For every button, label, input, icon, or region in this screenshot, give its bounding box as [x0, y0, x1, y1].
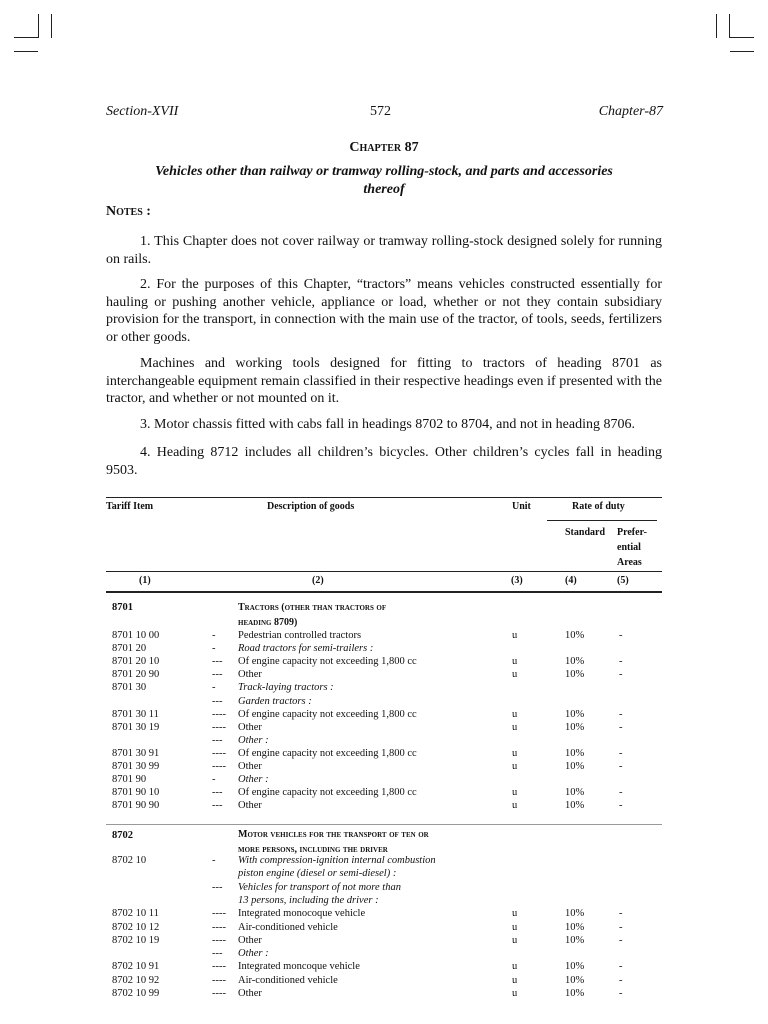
heading-description: Motor vehicles for the transport of ten or	[238, 829, 429, 840]
row-preferential-rate: -	[619, 761, 623, 772]
row-standard-rate: 10%	[565, 961, 585, 973]
col-number: (1)	[139, 575, 151, 586]
row-description: Air-conditioned vehicle	[238, 974, 338, 986]
row-tariff-code: 8701 20	[112, 643, 147, 655]
row-tariff-code: 8701 90 10	[112, 787, 160, 799]
row-description: Other :	[238, 734, 269, 746]
col-header-tariff: Tariff Item	[106, 501, 154, 512]
row-standard-rate: 10%	[565, 934, 585, 946]
row-tariff-code: 8701 10 00	[112, 630, 160, 641]
row-unit: u	[512, 974, 518, 986]
note-paragraph: 4. Heading 8712 includes all children’s bicycles. Other children’s cycles fall in heading 9503.	[106, 445, 662, 478]
row-description: Vehicles for transport of not more than	[238, 881, 401, 893]
row-standard-rate: 10%	[565, 800, 585, 812]
row-tariff-code: 8701 30 19	[112, 721, 160, 733]
table-top-rule	[106, 497, 662, 498]
row-tariff-code: 8702 10 92	[112, 974, 160, 986]
row-dash-level: ---	[212, 656, 223, 668]
row-preferential-rate: -	[619, 630, 623, 641]
row-preferential-rate: -	[619, 787, 623, 799]
row-dash-level: ----	[212, 921, 226, 933]
row-preferential-rate: -	[619, 988, 623, 999]
row-tariff-code: 8702 10 11	[112, 908, 159, 920]
section-label: Section-XVII	[106, 104, 179, 119]
row-preferential-rate: -	[619, 669, 623, 681]
row-standard-rate: 10%	[565, 988, 585, 999]
row-dash-level: ----	[212, 747, 226, 759]
row-description: Of engine capacity not exceeding 1,800 cc	[238, 656, 417, 668]
crop-mark	[716, 14, 717, 38]
row-standard-rate: 10%	[565, 656, 585, 668]
row-description: Integrated monocoque vehicle	[238, 908, 366, 920]
col-header-rate: Rate of duty	[572, 501, 625, 512]
row-preferential-rate: -	[619, 961, 623, 973]
col-number: (2)	[312, 575, 324, 586]
row-unit: u	[512, 787, 518, 799]
row-preferential-rate: -	[619, 721, 623, 733]
row-dash-level: ----	[212, 934, 226, 946]
row-description: Other	[238, 934, 262, 946]
row-dash-level: ----	[212, 961, 226, 973]
row-description: With compression-ignition internal combustion	[238, 855, 436, 866]
row-dash-level: ---	[212, 695, 223, 707]
row-preferential-rate: -	[619, 747, 623, 759]
row-description: Integrated moncoque vehicle	[238, 961, 360, 973]
heading-description: heading 8709)	[238, 617, 298, 628]
row-dash-level: -	[212, 855, 216, 866]
row-standard-rate: 10%	[565, 721, 585, 733]
row-description: Garden tractors :	[238, 695, 312, 707]
row-description: 13 persons, including the driver :	[238, 894, 379, 906]
row-standard-rate: 10%	[565, 708, 585, 720]
col-number-rule	[106, 571, 662, 572]
row-standard-rate: 10%	[565, 908, 585, 920]
row-tariff-code: 8702 10 99	[112, 988, 160, 999]
row-dash-level: ---	[212, 881, 223, 893]
crop-mark	[14, 37, 38, 38]
row-dash-level: ---	[212, 787, 223, 799]
row-unit: u	[512, 934, 518, 946]
row-unit: u	[512, 800, 518, 812]
row-tariff-code: 8702 10 19	[112, 934, 160, 946]
row-standard-rate: 10%	[565, 747, 585, 759]
col-number: (4)	[565, 575, 577, 586]
row-tariff-code: 8701 30 99	[112, 761, 160, 772]
row-preferential-rate: -	[619, 656, 623, 668]
row-preferential-rate: -	[619, 974, 623, 986]
row-tariff-code: 8702 10 12	[112, 921, 160, 933]
notes-heading: Notes :	[106, 204, 151, 219]
row-standard-rate: 10%	[565, 921, 585, 933]
row-tariff-code: 8701 20 10	[112, 656, 160, 668]
row-unit: u	[512, 921, 518, 933]
row-unit: u	[512, 630, 518, 641]
row-description: Other	[238, 800, 262, 812]
heading-code: 8702	[112, 830, 133, 841]
row-dash-level: -	[212, 682, 216, 694]
row-tariff-code: 8701 90	[112, 774, 147, 786]
col-header-unit: Unit	[512, 501, 531, 512]
row-description: Air-conditioned vehicle	[238, 921, 338, 933]
row-description: Other	[238, 669, 262, 681]
row-unit: u	[512, 669, 518, 681]
crop-mark	[14, 51, 38, 52]
row-tariff-code: 8701 30	[112, 682, 147, 694]
note-paragraph: 2. For the purposes of this Chapter, “tractors” means vehicles constructed essentially for hauling or pushing another vehicle, appliance or load, whether or not they contain subsidiary provision for the transport, in connection with the main use of the tractor, of tools, seeds, fertilizers or other goods.	[106, 277, 662, 345]
row-description: Other	[238, 988, 262, 999]
crop-mark	[730, 51, 754, 52]
row-description: Road tractors for semi-trailers :	[238, 643, 374, 655]
row-description: Of engine capacity not exceeding 1,800 cc	[238, 708, 417, 720]
section-divider	[106, 824, 662, 825]
row-dash-level: ----	[212, 708, 226, 720]
col-header-preferential: Prefer-	[617, 527, 647, 538]
row-unit: u	[512, 708, 518, 720]
chapter-title: Chapter 87	[349, 140, 419, 155]
row-standard-rate: 10%	[565, 761, 585, 772]
row-unit: u	[512, 988, 518, 999]
row-dash-level: ---	[212, 734, 223, 746]
row-dash-level: ----	[212, 988, 226, 999]
row-preferential-rate: -	[619, 934, 623, 946]
heading-description: Tractors (other than tractors of	[238, 602, 387, 613]
row-tariff-code: 8701 20 90	[112, 669, 160, 681]
col-header-standard: Standard	[565, 527, 606, 538]
row-preferential-rate: -	[619, 708, 623, 720]
crop-mark	[51, 14, 52, 38]
header-bottom-rule	[106, 591, 662, 593]
row-preferential-rate: -	[619, 921, 623, 933]
page-number: 572	[370, 104, 391, 119]
row-dash-level: ----	[212, 908, 226, 920]
chapter-label: Chapter-87	[598, 104, 663, 119]
row-tariff-code: 8701 30 11	[112, 708, 159, 720]
row-description: Other	[238, 721, 262, 733]
row-tariff-code: 8701 90 90	[112, 800, 160, 812]
row-standard-rate: 10%	[565, 630, 585, 641]
row-description: piston engine (diesel or semi-diesel) :	[238, 868, 397, 880]
row-dash-level: ----	[212, 761, 226, 772]
crop-mark	[730, 37, 754, 38]
row-dash-level: -	[212, 774, 216, 786]
chapter-subtitle: Vehicles other than railway or tramway rolling-stock, and parts and accessories thereof	[155, 164, 613, 197]
crop-mark	[38, 14, 39, 38]
row-dash-level: ---	[212, 800, 223, 812]
rate-rule	[547, 520, 657, 521]
row-dash-level: -	[212, 630, 216, 641]
row-standard-rate: 10%	[565, 669, 585, 681]
row-description: Other :	[238, 948, 269, 960]
row-tariff-code: 8701 30 91	[112, 747, 160, 759]
row-description: Track-laying tractors :	[238, 682, 334, 694]
row-dash-level: ---	[212, 669, 223, 681]
row-unit: u	[512, 908, 518, 920]
col-number: (5)	[617, 575, 629, 586]
row-description: Other :	[238, 774, 269, 786]
row-tariff-code: 8702 10	[112, 855, 147, 866]
col-header-description: Description of goods	[267, 501, 355, 512]
row-description: Other	[238, 761, 262, 772]
row-description: Of engine capacity not exceeding 1,800 cc	[238, 747, 417, 759]
row-standard-rate: 10%	[565, 974, 585, 986]
row-unit: u	[512, 761, 518, 772]
row-standard-rate: 10%	[565, 787, 585, 799]
row-preferential-rate: -	[619, 908, 623, 920]
note-paragraph: Machines and working tools designed for fitting to tractors of heading 8701 as interchangeable equipment remain classified in their respective headings even if presented with the tractor, and whether or not mounted on it.	[106, 356, 662, 406]
row-tariff-code: 8702 10 91	[112, 961, 160, 973]
row-description: Pedestrian controlled tractors	[238, 630, 362, 641]
col-number: (3)	[511, 575, 523, 586]
note-paragraph: 1. This Chapter does not cover railway or tramway rolling-stock designed solely for running on rails.	[106, 234, 662, 267]
row-unit: u	[512, 747, 518, 759]
row-unit: u	[512, 961, 518, 973]
heading-description: more persons, including the driver	[238, 844, 388, 855]
row-dash-level: ---	[212, 948, 223, 960]
row-dash-level: ----	[212, 721, 226, 733]
note-paragraph: 3. Motor chassis fitted with cabs fall in headings 8702 to 8704, and not in heading 8706.	[140, 417, 635, 432]
row-dash-level: -	[212, 643, 216, 655]
col-header-preferential: ential	[617, 542, 641, 553]
col-header-preferential: Areas	[617, 557, 642, 568]
row-unit: u	[512, 721, 518, 733]
row-unit: u	[512, 656, 518, 668]
crop-mark	[729, 14, 730, 38]
row-preferential-rate: -	[619, 800, 623, 812]
row-dash-level: ----	[212, 974, 226, 986]
heading-code: 8701	[112, 602, 133, 613]
row-description: Of engine capacity not exceeding 1,800 cc	[238, 787, 417, 799]
